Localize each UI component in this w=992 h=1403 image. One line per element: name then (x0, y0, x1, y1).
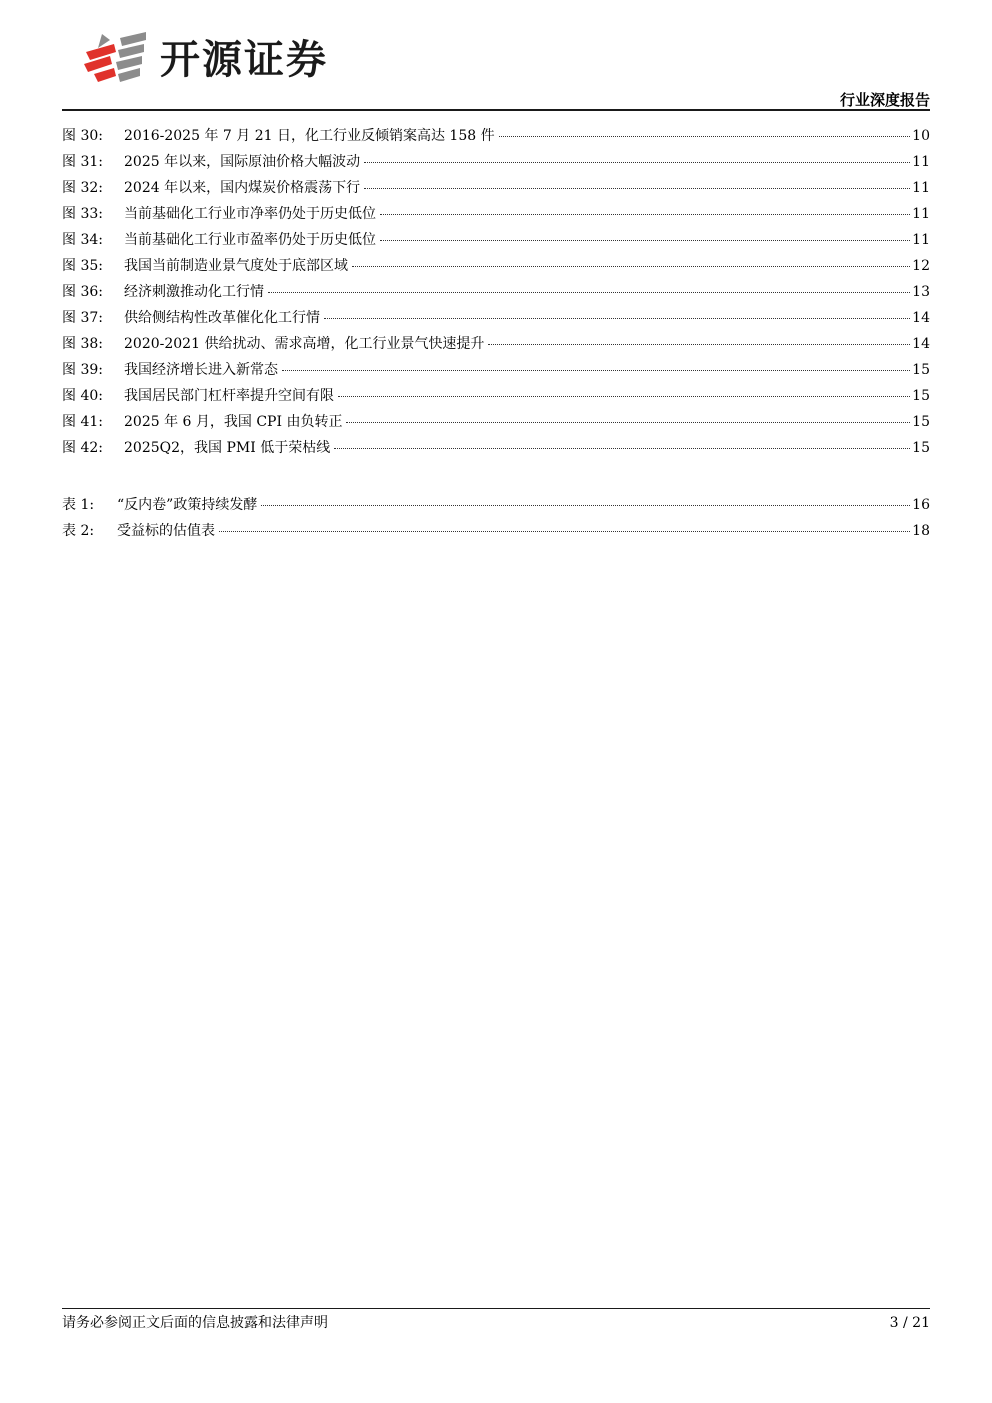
toc-entry-label: 图 40: (62, 388, 103, 404)
toc-entry-page: 15 (912, 362, 930, 378)
toc-entry-label: 图 39: (62, 362, 103, 378)
toc-entry-label: 图 34: (62, 232, 103, 248)
toc-entry[interactable] (62, 409, 930, 435)
figures-toc (62, 123, 930, 461)
toc-entry-title: 当前基础化工行业市盈率仍处于历史低位 (124, 232, 376, 248)
toc-leader-dots (219, 530, 910, 532)
toc-leader-dots (364, 187, 910, 189)
toc-entry[interactable] (62, 305, 930, 331)
toc-entry[interactable] (62, 279, 930, 305)
toc-entry-title: 2024 年以来，国内煤炭价格震荡下行 (124, 180, 361, 196)
toc-entry[interactable] (62, 227, 930, 253)
toc-leader-dots (268, 291, 910, 293)
toc-entry-page: 10 (912, 128, 930, 144)
header-divider (62, 109, 930, 111)
toc-entry-page: 14 (912, 336, 930, 352)
tables-toc (62, 492, 930, 544)
toc-entry-page: 15 (912, 388, 930, 404)
toc-leader-dots (324, 317, 910, 319)
toc-entry-title: 我国经济增长进入新常态 (124, 362, 278, 378)
toc-entry-label: 图 38: (62, 336, 103, 352)
toc-entry-title: 2025 年 6 月，我国 CPI 由负转正 (124, 414, 343, 430)
toc-entry-label: 表 2: (62, 523, 95, 539)
toc-entry[interactable] (62, 383, 930, 409)
toc-leader-dots (282, 369, 910, 371)
toc-entry-title: 2020-2021 供给扰动、需求高增，化工行业景气快速提升 (124, 336, 485, 352)
toc-entry-title: 2025 年以来，国际原油价格大幅波动 (124, 154, 361, 170)
toc-entry-label: 图 32: (62, 180, 103, 196)
toc-entry-page: 14 (912, 310, 930, 326)
toc-entry-title: 当前基础化工行业市净率仍处于历史低位 (124, 206, 376, 222)
toc-entry-title: 2016-2025 年 7 月 21 日，化工行业反倾销案高达 158 件 (124, 128, 495, 144)
toc-entry-label: 图 33: (62, 206, 103, 222)
toc-entry-page: 11 (912, 232, 930, 248)
toc-entry-label: 图 36: (62, 284, 103, 300)
toc-entry-label: 图 37: (62, 310, 103, 326)
toc-entry-page: 16 (912, 497, 930, 513)
toc-leader-dots (488, 343, 910, 345)
toc-entry-title: 受益标的估值表 (117, 523, 215, 539)
toc-entry-title: 2025Q2，我国 PMI 低于荣枯线 (124, 440, 331, 456)
toc-leader-dots (380, 213, 910, 215)
toc-leader-dots (499, 135, 911, 137)
toc-entry[interactable] (62, 492, 930, 518)
toc-entry-label: 图 30: (62, 128, 103, 144)
toc-entry-label: 图 35: (62, 258, 103, 274)
report-type-label: 行业深度报告 (839, 91, 930, 109)
toc-entry[interactable] (62, 357, 930, 383)
toc-leader-dots (338, 395, 910, 397)
toc-entry-page: 15 (912, 440, 930, 456)
logo-mark-icon (80, 30, 150, 90)
toc-leader-dots (346, 421, 910, 423)
toc-entry[interactable] (62, 331, 930, 357)
toc-entry-title: 我国居民部门杠杆率提升空间有限 (124, 388, 334, 404)
toc-entry[interactable] (62, 253, 930, 279)
toc-entry-page: 11 (912, 180, 930, 196)
toc-entry-title: 供给侧结构性改革催化化工行情 (124, 310, 320, 326)
toc-leader-dots (364, 161, 910, 163)
page-number: 3 / 21 (889, 1315, 930, 1331)
toc-entry-title: “反内卷”政策持续发酵 (117, 497, 258, 513)
toc-leader-dots (352, 265, 910, 267)
toc-entry-label: 图 31: (62, 154, 103, 170)
toc-entry-label: 图 41: (62, 414, 103, 430)
toc-entry-page: 11 (912, 206, 930, 222)
page-header (0, 0, 992, 112)
toc-entry[interactable] (62, 201, 930, 227)
toc-entry[interactable] (62, 175, 930, 201)
toc-entry[interactable] (62, 149, 930, 175)
toc-entry-label: 表 1: (62, 497, 95, 513)
logo-text: 开源证券 (160, 37, 328, 83)
footer-divider (62, 1308, 930, 1309)
toc-entry-page: 15 (912, 414, 930, 430)
toc-entry-label: 图 42: (62, 440, 103, 456)
company-logo (80, 30, 380, 90)
toc-entry[interactable] (62, 518, 930, 544)
toc-entry[interactable] (62, 435, 930, 461)
toc-leader-dots (334, 447, 910, 449)
toc-entry-title: 我国当前制造业景气度处于底部区域 (124, 258, 348, 274)
toc-entry-page: 11 (912, 154, 930, 170)
footer-disclaimer: 请务必参阅正文后面的信息披露和法律声明 (62, 1315, 328, 1331)
toc-entry-page: 13 (912, 284, 930, 300)
toc-entry-title: 经济刺激推动化工行情 (124, 284, 264, 300)
toc-leader-dots (261, 504, 910, 506)
toc-entry-page: 12 (912, 258, 930, 274)
toc-entry-page: 18 (912, 523, 930, 539)
toc-leader-dots (380, 239, 910, 241)
toc-entry[interactable] (62, 123, 930, 149)
